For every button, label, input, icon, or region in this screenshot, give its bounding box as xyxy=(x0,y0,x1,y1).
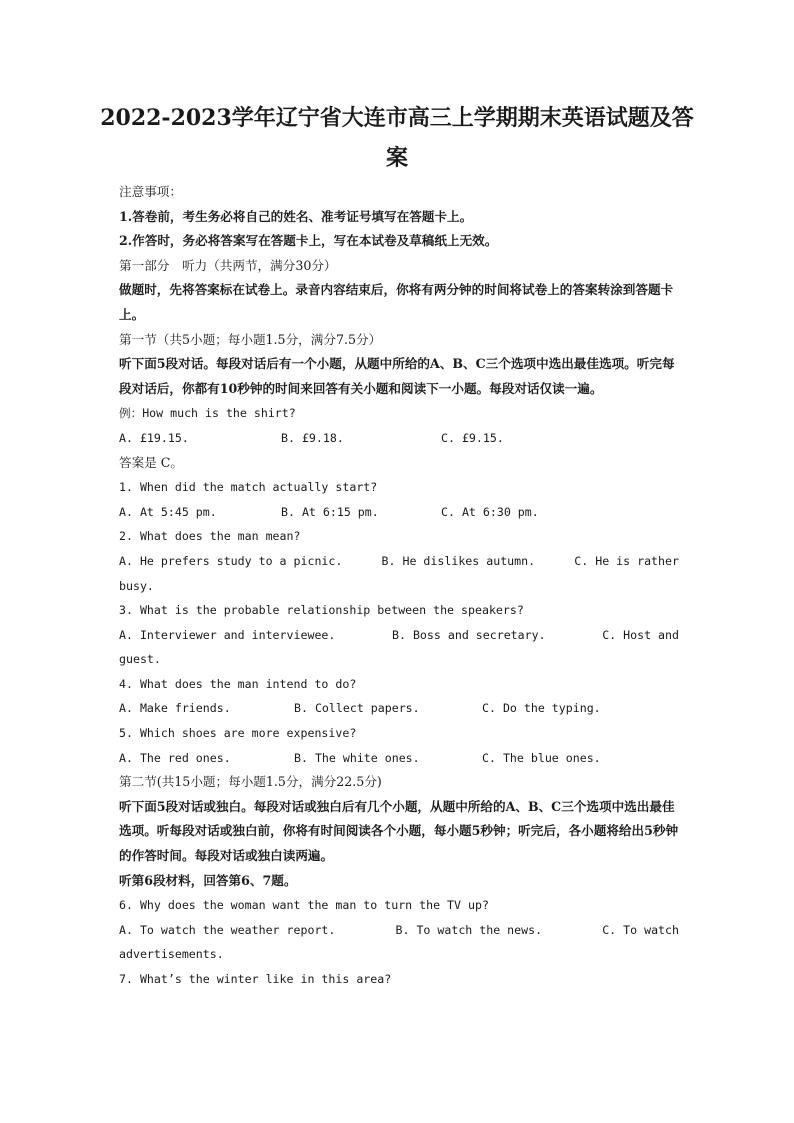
option-a: A. Make friends. xyxy=(119,701,231,716)
option-c: C. The blue ones. xyxy=(482,750,601,765)
question-2-option-c-cont: busy. xyxy=(119,578,154,593)
question-4-options xyxy=(119,696,679,721)
question-6-option-c-cont: advertisements. xyxy=(119,947,224,962)
option-a: A. At 5:45 pm. xyxy=(119,504,217,519)
question-2: 2. What does the man mean? xyxy=(119,529,301,544)
section2-heading: 第二节(共15小题；每小题1.5分，满分22.5分) xyxy=(119,774,382,790)
question-1: 1. When did the match actually start? xyxy=(119,480,378,495)
option-a: A. To watch the weather report. xyxy=(119,922,336,937)
option-a: A. He prefers study to a picnic. xyxy=(119,553,343,568)
example-options xyxy=(119,426,679,451)
example-question: 例：How much is the shirt? xyxy=(119,406,296,421)
option-b: B. Boss and secretary. xyxy=(392,627,546,642)
option-a: A. Interviewer and interviewee. xyxy=(119,627,336,642)
notes-heading: 注意事项： xyxy=(119,184,182,199)
question-6-options xyxy=(119,918,679,943)
option-b: B. To watch the news. xyxy=(395,922,543,937)
option-c: C. He is rather xyxy=(574,553,679,568)
question-7: 7. What’s the winter like in this area? xyxy=(119,972,392,986)
question-1-options xyxy=(119,500,679,525)
example-answer: 答案是 C。 xyxy=(119,454,184,470)
option-a: A. The red ones. xyxy=(119,750,231,765)
section2-material: 听第6段材料，回答第6、7题。 xyxy=(119,872,297,888)
page-title: 2022-2023学年辽宁省大连市高三上学期期末英语试题及答案 xyxy=(100,105,694,171)
section2-instruction: 听下面5段对话或独白。每段对话或独白后有几个小题，从题中所给的A、B、C三个选项中选出最佳选项。听每段对话或独白前，你将有时间阅读各个小题，每小题5秒钟；听完后，各小题将给出5秒钟的作答时间。每段对话或独白读两遍。 xyxy=(119,798,679,864)
option-c: C. Host and xyxy=(602,627,679,642)
section1-heading: 第一节（共5小题；每小题1.5分，满分7.5分） xyxy=(119,331,382,347)
option-b: B. Collect papers. xyxy=(294,701,420,716)
exam-body xyxy=(119,180,679,992)
question-5: 5. Which shoes are more expensive? xyxy=(119,726,357,741)
option-b: B. The white ones. xyxy=(294,750,420,765)
part1-heading: 第一部分 听力（共两节，满分30分） xyxy=(119,257,337,273)
question-6: 6. Why does the woman want the man to turn the TV up? xyxy=(119,898,489,913)
question-5-options xyxy=(119,746,679,771)
question-3: 3. What is the probable relationship between the speakers? xyxy=(119,603,524,618)
question-3-option-c-cont: guest. xyxy=(119,652,161,667)
note-2: 2.作答时，务必将答案写在答题卡上，写在本试卷及草稿纸上无效。 xyxy=(119,233,498,249)
note-1: 1.答卷前，考生务必将自己的姓名、准考证号填写在答题卡上。 xyxy=(119,208,473,224)
example-option-b: B. £9.18. xyxy=(281,430,344,445)
question-3-options xyxy=(119,623,679,648)
question-2-options xyxy=(119,549,679,574)
section1-instruction: 听下面5段对话。每段对话后有一个小题，从题中所给的A、B、C三个选项中选出最佳选项。听完每段对话后，你都有10秒钟的时间来回答有关小题和阅读下一小题。每段对话仅读一遍。 xyxy=(119,356,675,396)
option-c: C. Do the typing. xyxy=(482,701,601,716)
option-c: C. At 6:30 pm. xyxy=(441,504,539,519)
example-option-a: A. £19.15. xyxy=(119,430,189,445)
option-b: B. At 6:15 pm. xyxy=(281,504,379,519)
option-b: B. He dislikes autumn. xyxy=(381,553,536,568)
example-option-c: C. £9.15. xyxy=(441,430,504,445)
part1-instruction: 做题时，先将答案标在试卷上。录音内容结束后，你将有两分钟的时间将试卷上的答案转涂到答题卡上。 xyxy=(119,282,674,322)
question-4: 4. What does the man intend to do? xyxy=(119,676,357,691)
option-c: C. To watch xyxy=(602,922,679,937)
